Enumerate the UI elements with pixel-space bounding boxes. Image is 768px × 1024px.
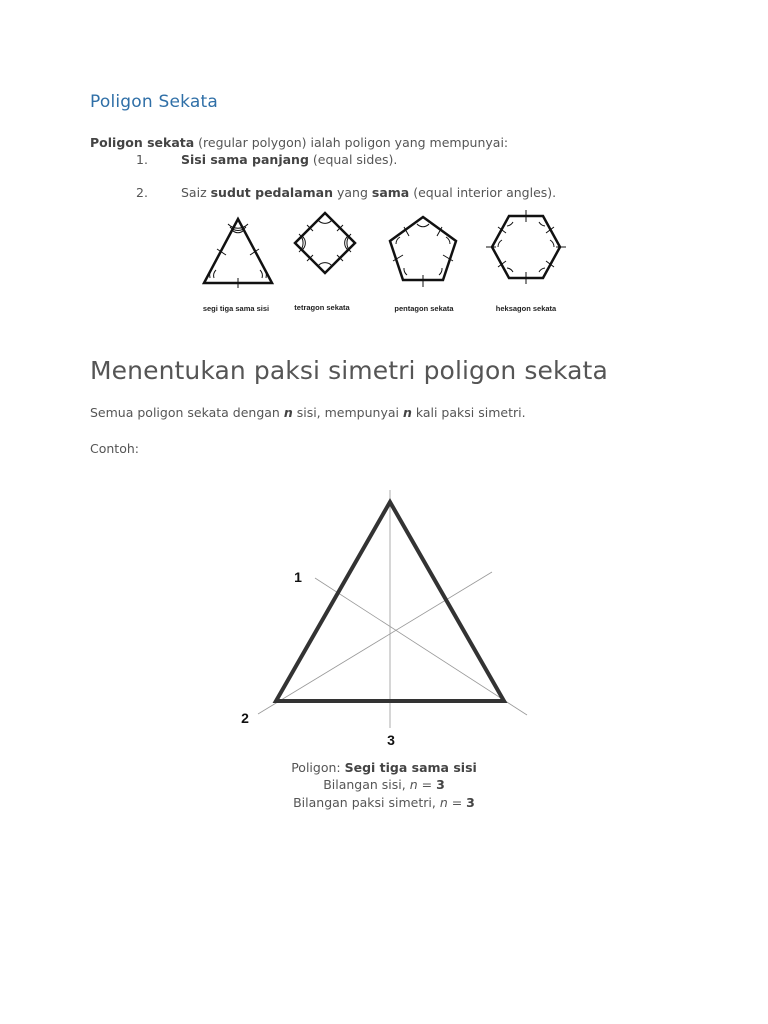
label-heksagon: heksagon sekata xyxy=(495,304,557,313)
axis-label-2: 2 xyxy=(241,710,249,726)
list-number: 1. xyxy=(136,152,148,167)
intro-paragraph xyxy=(90,135,508,150)
statement-text: Semua poligon sekata dengan xyxy=(90,405,284,420)
label-segi-tiga: segi tiga sama sisi xyxy=(202,304,270,313)
axis-label-1: 1 xyxy=(294,569,302,585)
list-item-1 xyxy=(136,152,148,167)
list-item-bold: Sisi sama panjang xyxy=(181,152,309,167)
list-item-bold: sudut pedalaman xyxy=(210,185,334,200)
symmetry-statement xyxy=(90,405,526,420)
caption-n: n xyxy=(439,795,448,810)
intro-bold-term: Poligon sekata xyxy=(90,135,195,150)
regular-polygons-figure xyxy=(190,205,580,320)
list-number: 2. xyxy=(136,185,148,200)
caption-n: n xyxy=(409,777,418,792)
caption-bold: Segi tiga sama sisi xyxy=(344,760,477,775)
axis-label-3: 3 xyxy=(387,732,395,748)
list-item-2 xyxy=(136,185,148,200)
caption-text: Poligon: xyxy=(291,760,345,775)
tetragon-shape xyxy=(295,213,355,273)
label-pentagon: pentagon sekata xyxy=(394,304,454,313)
list-item-bold: sama xyxy=(371,185,410,200)
hexagon-shape xyxy=(492,216,560,278)
list-item-text: Saiz xyxy=(181,185,211,200)
list-item-text: (equal interior angles). xyxy=(409,185,557,200)
caption-value: 3 xyxy=(436,777,445,792)
triangle-symmetry-figure xyxy=(230,490,540,750)
caption-text: = xyxy=(447,795,467,810)
axis-line-2 xyxy=(258,572,492,714)
statement-text: sisi, mempunyai xyxy=(292,405,403,420)
caption-value: 3 xyxy=(466,795,475,810)
example-label: Contoh: xyxy=(90,441,139,456)
label-tetragon: tetragon sekata xyxy=(294,303,350,312)
intro-rest: (regular polygon) ialah poligon yang mempunyai: xyxy=(194,135,509,150)
caption-line-1 xyxy=(0,760,768,775)
list-item-text: yang xyxy=(333,185,372,200)
caption-text: = xyxy=(417,777,437,792)
caption-line-2 xyxy=(0,777,768,792)
list-item-1-text xyxy=(181,152,397,167)
section-title-paksi-simetri: Menentukan paksi simetri poligon sekata xyxy=(90,356,608,385)
list-item-2-text xyxy=(181,185,556,200)
caption-text: Bilangan paksi simetri, xyxy=(293,795,440,810)
section-title-poligon-sekata: Poligon Sekata xyxy=(90,92,218,112)
list-item-text: (equal sides). xyxy=(308,152,398,167)
caption-line-3 xyxy=(0,795,768,810)
statement-n: n xyxy=(283,405,293,420)
axis-line-1 xyxy=(315,578,527,715)
statement-n: n xyxy=(402,405,412,420)
caption-text: Bilangan sisi, xyxy=(323,777,410,792)
statement-text: kali paksi simetri. xyxy=(411,405,526,420)
